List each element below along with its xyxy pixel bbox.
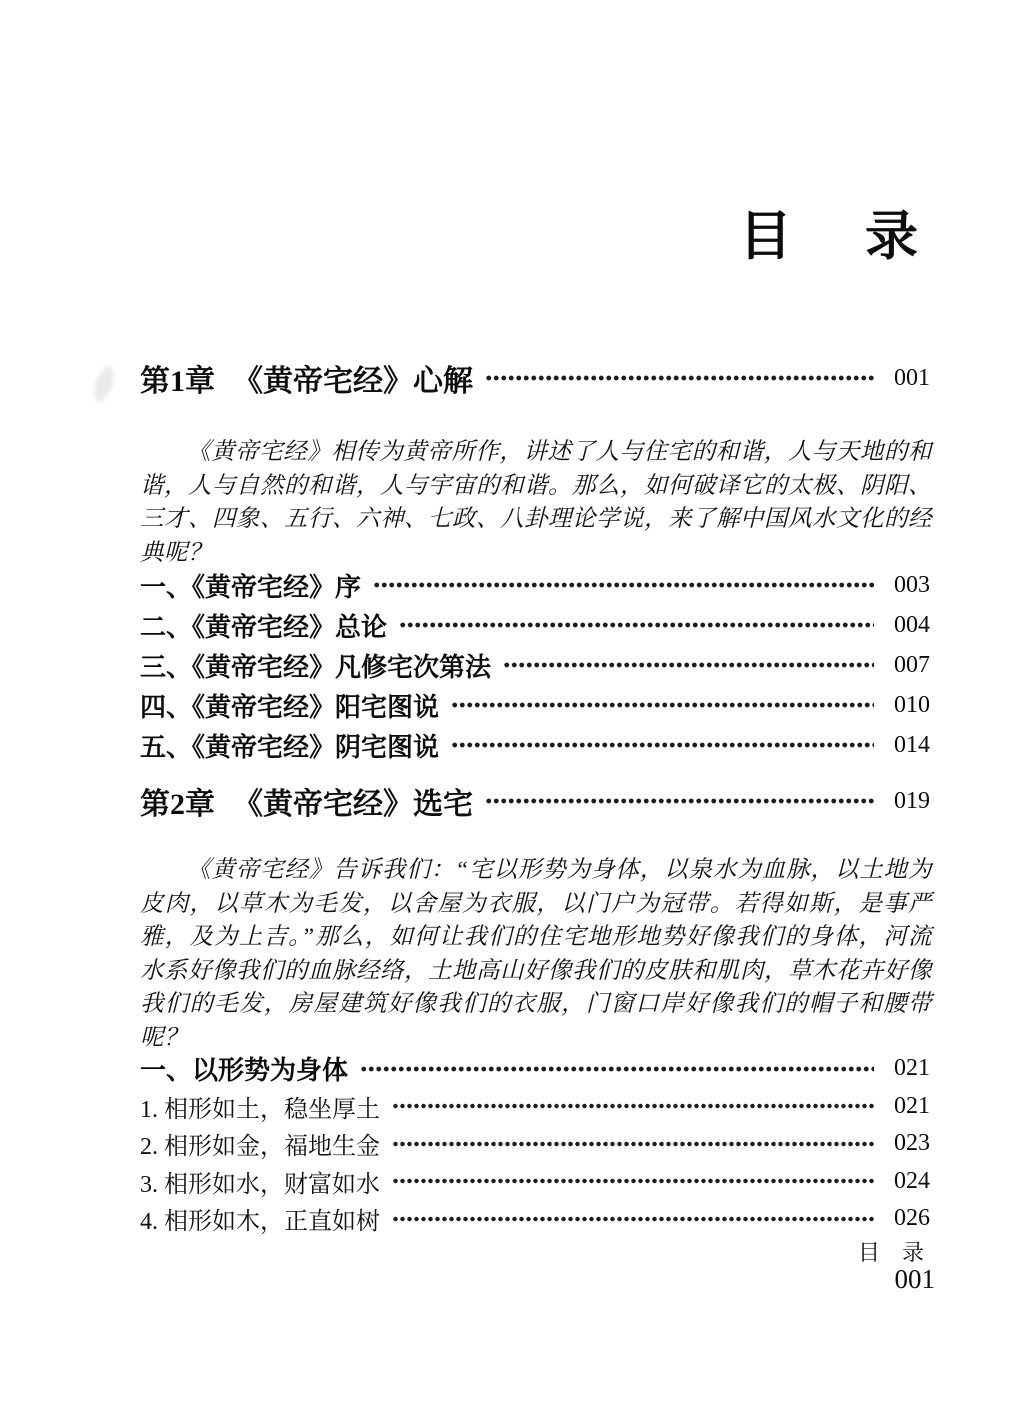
toc-entry [140,605,930,645]
toc-entry [140,685,930,725]
dot-leader [485,796,874,806]
dot-leader [392,1214,874,1224]
chapter-1-entries [140,565,930,765]
chapter-2-page: 019 [894,787,930,814]
toc-entry-page: 026 [894,1205,930,1232]
toc-entry-page: 003 [894,571,930,598]
chapter-1-label: 第1章 [140,365,215,398]
toc-entry [140,1088,930,1126]
dot-leader [392,1101,874,1111]
toc-entry-label: 一、以形势为身体 [140,1055,349,1086]
toc-entry-page: 024 [894,1167,930,1194]
toc-entry-label: 1. 相形如土，稳坐厚土 [140,1096,380,1123]
chapter-1-row [140,355,930,401]
toc-entry [140,565,930,605]
chapter-2-intro: 《黄帝宅经》告诉我们：“宅以形势为身体，以泉水为血脉，以土地为皮肉，以草木为毛发，以舍屋为衣服，以门户为冠带。若得如斯，是事严雅，及为上吉。”那么，如何让我们的住宅地形地势好像我们的身体，河流水系好像我们的血脉经络，土地高山好像我们的皮肤和肌肉，草木花卉好像我们的毛发，房屋建筑好像我们的衣服，门窗口岸好像我们的帽子和腰带呢？ [140,857,932,1051]
toc-entry-label: 2. 相形如金，福地生金 [140,1134,380,1161]
dot-leader [503,660,874,670]
footer-page-number: 001 [894,1264,935,1294]
chapter-2-title: 《黄帝宅经》选宅 [233,788,473,821]
dot-leader [451,700,874,710]
toc-entry-page: 021 [894,1055,930,1082]
chapter-2-entries [140,1050,930,1238]
toc-entry [140,1050,930,1088]
chapter-1-page: 001 [894,364,930,391]
toc-entry [140,645,930,685]
dot-leader [373,580,874,590]
dot-leader [399,620,874,630]
chapter-1-title: 《黄帝宅经》心解 [233,365,473,398]
toc-entry [140,1200,930,1238]
toc-entry-page: 004 [894,611,930,638]
chapter-2-label: 第2章 [140,788,215,821]
toc-entry-label: 五、《黄帝宅经》阴宅图说 [140,731,440,762]
dot-leader [392,1139,874,1149]
toc-entry-label: 4. 相形如木，正直如树 [140,1209,380,1236]
toc-entry-page: 007 [894,651,930,678]
toc-entry-label: 三、《黄帝宅经》凡修宅次第法 [140,651,492,682]
toc-entry-page: 010 [894,691,930,718]
toc-entry-label: 一、《黄帝宅经》序 [140,571,362,602]
page-title: 目 录 [739,207,928,266]
scan-artifact [90,364,117,403]
dot-leader [485,373,874,383]
footer-section-label: 目 录 [857,1240,924,1265]
toc-entry-label: 四、《黄帝宅经》阳宅图说 [140,691,440,722]
dot-leader [360,1064,874,1074]
toc-entry [140,725,930,765]
toc-entry [140,1125,930,1163]
toc-entry-page: 023 [894,1130,930,1157]
toc-entry-page: 021 [894,1092,930,1119]
chapter-2-row [140,778,930,824]
toc-entry-page: 014 [894,731,930,758]
toc-entry [140,1163,930,1201]
chapter-1-intro: 《黄帝宅经》相传为黄帝所作，讲述了人与住宅的和谐，人与天地的和谐，人与自然的和谐，人与宇宙的和谐。那么，如何破译它的太极、阴阳、三才、四象、五行、六神、七政、八卦理论学说，来了解中国风水文化的经典呢？ [140,439,932,566]
dot-leader [392,1176,874,1186]
dot-leader [451,740,874,750]
toc-entry-label: 3. 相形如水，财富如水 [140,1171,380,1198]
toc-entry-label: 二、《黄帝宅经》总论 [140,611,388,642]
